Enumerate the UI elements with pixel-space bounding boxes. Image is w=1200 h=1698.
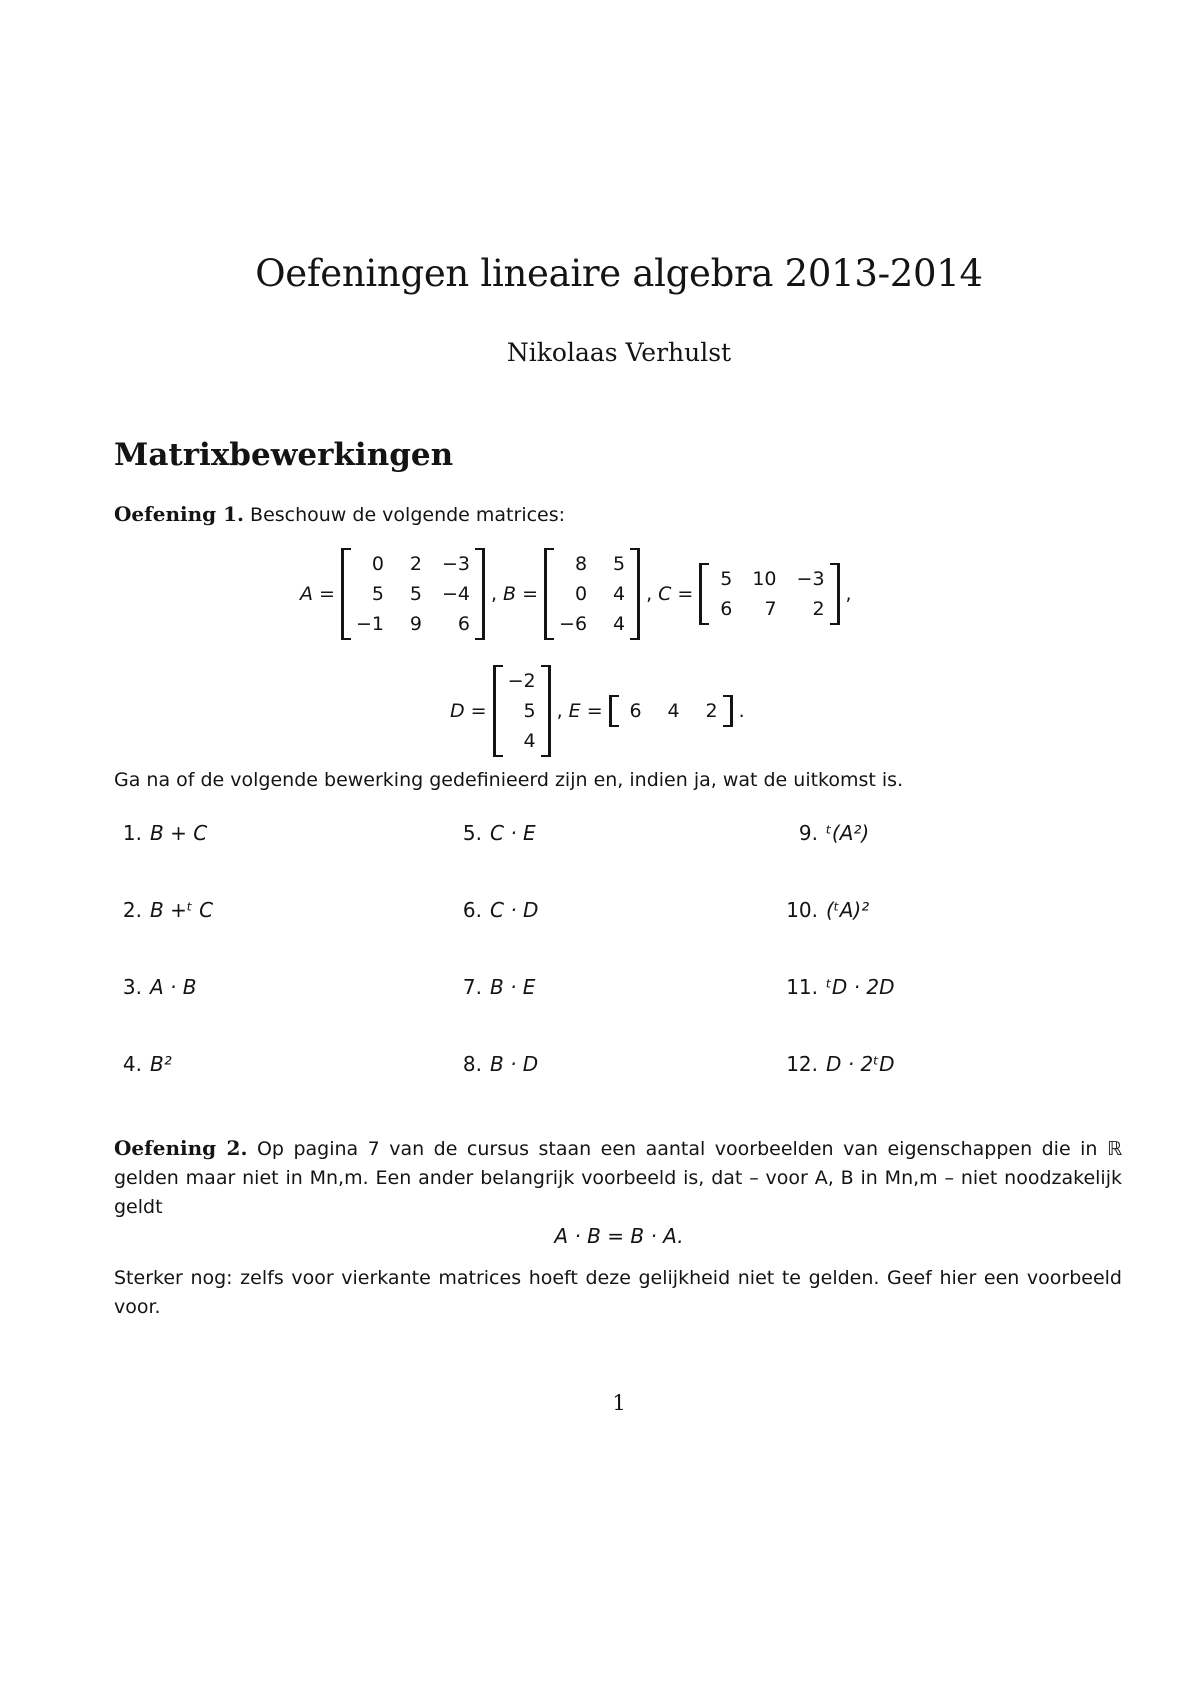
list-item [784, 821, 869, 845]
item-expression: C · D [490, 898, 539, 922]
matrix-cell: −6 [559, 613, 588, 635]
matrix-cell: 5 [409, 583, 422, 605]
exercise-1-intro-text: Beschouw de volgende matrices: [250, 504, 566, 526]
list-item [784, 898, 869, 922]
exercise-2-label: Oefening 2. [114, 1136, 248, 1160]
exercise-1-question: Ga na of de volgende bewerking gedefinieerd zijn en, indien ja, wat de uitkomst is. [114, 769, 904, 791]
matrix-d-label: D = [450, 700, 487, 722]
matrix-cell: 6 [457, 613, 470, 635]
matrix-cell: 5 [371, 583, 384, 605]
equation: A · B = B · A. [554, 1224, 684, 1248]
matrix-cell: −2 [507, 670, 536, 692]
matrix-cell: 9 [409, 613, 422, 635]
matrix-cell: −1 [355, 613, 384, 635]
matrix-cell: 6 [720, 598, 733, 620]
item-number: 4. [122, 1052, 142, 1076]
period: . [738, 700, 745, 722]
matrix-c-label: C = [658, 583, 694, 605]
section-heading: Matrixbewerkingen [114, 437, 454, 473]
list-item [108, 898, 213, 922]
item-number: 12. [786, 1052, 818, 1076]
comma-separator: , [491, 583, 498, 605]
matrix-cell: 4 [523, 730, 536, 752]
list-item [784, 975, 895, 999]
item-expression: ᵗ(A²) [826, 821, 870, 845]
comma-separator: , [646, 583, 653, 605]
list-item [448, 821, 536, 845]
matrix-cell: 2 [705, 700, 718, 722]
matrix-b-label: B = [503, 583, 539, 605]
list-item [108, 975, 196, 999]
matrix-cell: 4 [612, 613, 626, 635]
item-expression: B + C [150, 821, 208, 845]
list-item [448, 975, 535, 999]
matrix-e [609, 695, 733, 727]
item-expression: B² [150, 1052, 172, 1076]
item-number: 8. [462, 1052, 482, 1076]
list-item [108, 821, 207, 845]
item-expression: B · E [490, 975, 536, 999]
matrix-cell: 7 [764, 598, 777, 620]
exercise-1-label: Oefening 1. [114, 502, 244, 526]
list-item [108, 1052, 172, 1076]
document-title: Oefeningen lineaire algebra 2013-2014 [255, 252, 983, 295]
matrix-cell: 5 [612, 553, 626, 575]
matrix-cell: 0 [574, 583, 588, 605]
matrix-cell: 2 [812, 598, 825, 620]
author-name: Nikolaas Verhulst [506, 338, 732, 367]
item-number: 3. [122, 975, 142, 999]
item-expression: B +ᵗ C [150, 898, 214, 922]
matrix-cell: 5 [523, 700, 536, 722]
exercise-1-intro [114, 500, 1122, 530]
item-number: 9. [798, 821, 818, 845]
matrix-e-label: E = [568, 700, 603, 722]
list-item [784, 1052, 895, 1076]
matrix-cell: −3 [441, 553, 470, 575]
matrix-cell: 6 [629, 700, 642, 722]
item-number: 10. [786, 898, 818, 922]
exercise-2-closing: Sterker nog: zelfs voor vierkante matrices hoeft deze gelijkheid niet te gelden. Geef hier een voorbeeld voor. [114, 1267, 1122, 1318]
list-item [448, 1052, 538, 1076]
exercise-2-body: Op pagina 7 van de cursus staan een aantal voorbeelden van eigenschappen die in ℝ gelden maar niet in Mn,m. Een ander belangrijk voorbeeld is, dat – voor A, B in Mn,m – niet noodzakelijk geldt [114, 1138, 1122, 1218]
matrix-cell: −3 [796, 568, 825, 590]
matrix-cell: 0 [371, 553, 384, 575]
matrix-a [341, 548, 485, 640]
matrix-a-label: A = [300, 583, 335, 605]
matrix-d [493, 665, 551, 757]
matrix-c [699, 563, 839, 625]
comma-separator: , [556, 700, 563, 722]
matrix-cell: −4 [441, 583, 470, 605]
list-item [448, 898, 538, 922]
matrix-b [544, 548, 640, 640]
comma-separator: , [845, 583, 852, 605]
item-number: 2. [122, 898, 142, 922]
item-expression: C · E [490, 821, 536, 845]
matrix-cell: 4 [667, 700, 680, 722]
item-expression: A · B [150, 975, 197, 999]
matrix-cell: 10 [752, 568, 777, 590]
matrix-row-abc [300, 548, 858, 640]
page-number: 1 [612, 1391, 626, 1415]
item-number: 7. [462, 975, 482, 999]
item-expression: D · 2ᵗD [826, 1052, 895, 1076]
matrix-cell: 4 [612, 583, 626, 605]
item-expression: B · D [490, 1052, 539, 1076]
item-number: 6. [462, 898, 482, 922]
item-expression: (ᵗA)² [826, 898, 870, 922]
matrix-cell: 8 [574, 553, 588, 575]
matrix-cell: 5 [720, 568, 733, 590]
matrix-cell: 2 [409, 553, 422, 575]
matrix-row-de [450, 665, 751, 757]
item-number: 5. [462, 821, 482, 845]
item-number: 11. [786, 975, 818, 999]
item-number: 1. [122, 821, 142, 845]
exercise-2-text [114, 1134, 1122, 1222]
item-expression: ᵗD · 2D [826, 975, 895, 999]
